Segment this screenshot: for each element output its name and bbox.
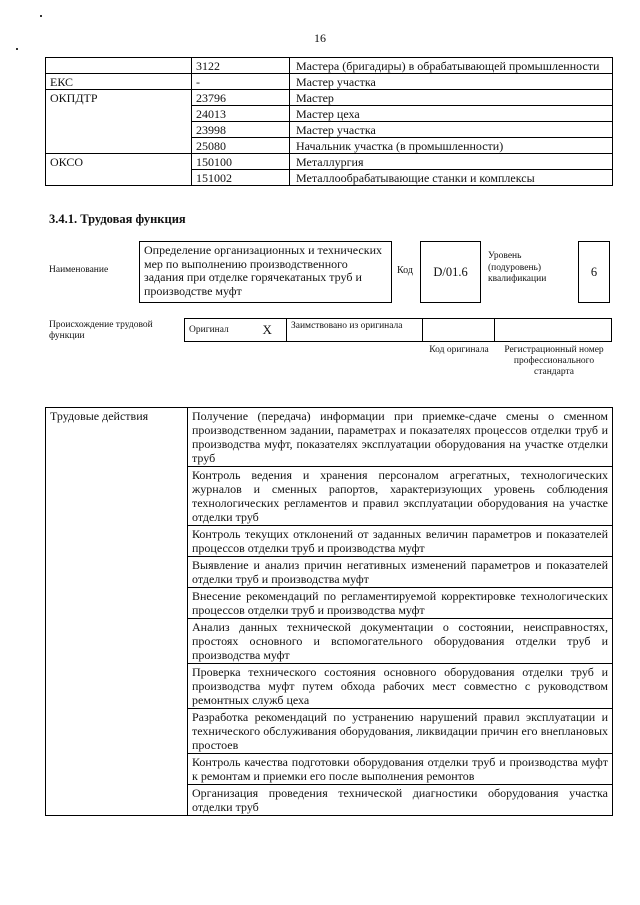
labor-action-item: Контроль текущих отклонений от заданных величин параметров и показателей процессов отделки труб и производства муфт <box>188 526 613 557</box>
origin-borrowed-label: Заимствовано из оригинала <box>287 319 423 342</box>
classification-name: Мастер участка <box>290 74 613 90</box>
code-label: Код <box>397 265 413 276</box>
classification-name: Металлургия <box>290 154 613 170</box>
classification-code: 150100 <box>192 154 290 170</box>
origin-reg-caption: Регистрационный номер профессионального стандарта <box>504 345 604 377</box>
origin-original-mark: X <box>249 319 287 342</box>
labor-action-row <box>46 408 613 467</box>
classification-system: ОКПДТР <box>46 90 192 154</box>
page-number: 16 <box>314 31 326 45</box>
labor-action-item: Разработка рекомендаций по устранению нарушений правил эксплуатации и технического обслуживания оборудования, ликвидации причин его внеплановых простоев <box>188 709 613 754</box>
classification-name: Начальник участка (в промышленности) <box>290 138 613 154</box>
classification-system: ОКСО <box>46 154 192 186</box>
name-label: Наименование <box>49 265 109 275</box>
classification-code: 25080 <box>192 138 290 154</box>
origin-code-caption: Код оригинала <box>429 345 489 355</box>
labor-action-item: Проверка технического состояния основного оборудования отделки труб и производства муфт путем обхода рабочих мест совместно с руководством ремонтных служб цеха <box>188 664 613 709</box>
labor-action-item: Организация проведения технической диагностики оборудования участка отделки труб <box>188 785 613 816</box>
classification-code: 23796 <box>192 90 290 106</box>
origin-reg-cell <box>495 319 612 342</box>
classification-name: Мастера (бригадиры) в обрабатывающей промышленности <box>290 58 613 74</box>
labor-action-item: Внесение рекомендаций по регламентируемой корректировке технологических процессов отделки труб и производства муфт <box>188 588 613 619</box>
classification-system: ЕКС <box>46 74 192 90</box>
labor-action-item: Выявление и анализ причин негативных изменений параметров и показателей отделки труб и производства муфт <box>188 557 613 588</box>
qualification-level-box: 6 <box>578 241 610 303</box>
classification-row <box>46 90 613 106</box>
classification-code: - <box>192 74 290 90</box>
origin-original-label: Оригинал <box>185 319 249 342</box>
classification-name: Мастер цеха <box>290 106 613 122</box>
function-code-box: D/01.6 <box>420 241 481 303</box>
function-name-box: Определение организационных и технических мер по выполнению производственного задания при отделке горячекатаных труб и производстве муфт <box>139 241 392 303</box>
scan-speck <box>40 15 42 17</box>
origin-table <box>184 318 612 342</box>
classification-name: Металлообрабатывающие станки и комплексы <box>290 170 613 186</box>
classification-code: 151002 <box>192 170 290 186</box>
labor-action-item: Контроль качества подготовки оборудования отделки труб и производства муфт к ремонтам и приемки его после выполнения ремонтов <box>188 754 613 785</box>
classification-code: 23998 <box>192 122 290 138</box>
origin-label: Происхождение трудовой функции <box>49 320 153 341</box>
qualification-level-label: Уровень (подуровень) квалификации <box>488 251 547 284</box>
classification-row <box>46 74 613 90</box>
classification-row <box>46 58 613 74</box>
classification-name: Мастер участка <box>290 122 613 138</box>
classification-code: 3122 <box>192 58 290 74</box>
origin-code-cell <box>423 319 495 342</box>
classification-system <box>46 58 192 74</box>
labor-actions-label: Трудовые действия <box>46 408 188 816</box>
section-heading: 3.4.1. Трудовая функция <box>49 212 186 226</box>
scan-speck <box>16 48 18 50</box>
labor-action-item: Контроль ведения и хранения персоналом агрегатных, технологических журналов и сменных рапортов, характеризующих уровень соблюдения технологических регламентов и правил эксплуатации оборудования на участке отделки труб <box>188 467 613 526</box>
labor-action-item: Анализ данных технической документации о состоянии, неисправностях, простоях основного и вспомогательного оборудования отделки труб и производства муфт <box>188 619 613 664</box>
classification-name: Мастер <box>290 90 613 106</box>
classification-row <box>46 154 613 170</box>
classification-code: 24013 <box>192 106 290 122</box>
classification-table <box>45 57 613 186</box>
labor-action-item: Получение (передача) информации при приемке-сдаче смены о сменном производственном задании, параметрах и показателях процессов отделки труб и производства муфт, показателях эксплуатации оборудования на участке отделки труб <box>188 408 613 467</box>
labor-actions-table <box>45 407 613 816</box>
